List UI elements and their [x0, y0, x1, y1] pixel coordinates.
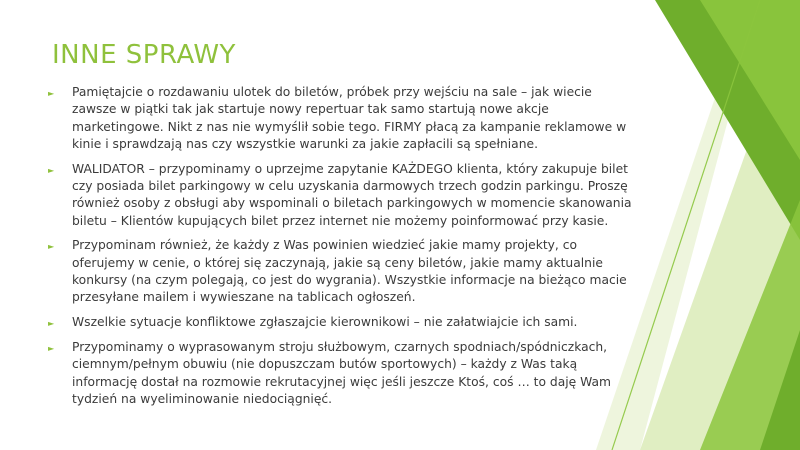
bullet-arrow-icon: ►: [48, 242, 55, 252]
bullet-item: [48, 84, 640, 154]
bullet-item: [48, 161, 640, 231]
bullet-text: Przypominam również, że każdy z Was powinien wiedzieć jakie mamy projekty, co oferujemy w cenie, o której się zaczynają, jakie są ceny biletów, jakie mamy aktualnie konkursy (na czym polegają, co jest do wygrania). Wszystkie informacje na bieżąco macie przesyłane mailem i wywieszane na tablicach ogłoszeń.: [72, 238, 627, 305]
bullet-arrow-icon: ►: [48, 318, 55, 328]
bullet-text: Przypominamy o wyprasowanym stroju służbowym, czarnych spodniach/spódniczkach, ciemnym/pełnym obuwiu (nie dopuszczam butów sportowych) – każdy z Was taką informację dostał na rozmowie rekrutacyjnej więc jeśli jeszcze Ktoś, coś … to daję Wam tydzień na wyeliminowanie niedociągnięć.: [72, 339, 612, 407]
bullet-text: WALIDATOR – przypominamy o uprzejme zapytanie KAŻDEGO klienta, który zakupuje bilet czy posiada bilet parkingowy w celu uzyskania darmowych trzech godzin parkingu. Proszę również osoby z obsługi aby wspominali o biletach parkingowych w momencie skanowania biletu – Klientów kupujących bilet przez internet nie możemy poinformować przy kasie.: [72, 161, 632, 228]
bullet-arrow-icon: ►: [48, 343, 55, 353]
bullet-item: [48, 314, 640, 332]
bullet-arrow-icon: ►: [48, 89, 55, 98]
bullet-item: [48, 237, 640, 307]
slide-title: INNE SPRAWY: [52, 40, 236, 70]
bullet-list: [48, 84, 640, 416]
bullet-text: Wszelkie sytuacje konfliktowe zgłaszajcie kierownikowi – nie załatwiajcie ich sami.: [72, 314, 578, 329]
bullet-arrow-icon: ►: [48, 165, 55, 175]
bullet-item: [48, 339, 640, 409]
bullet-text: Pamiętajcie o rozdawaniu ulotek do biletów, próbek przy wejściu na sale – jak wiecie zawsze w piątki tak jak startuje nowy repertuar tak samo startują nowe akcje marketingowe. Nikt z nas nie wymyślił sobie tego. FIRMY płacą za kampanie reklamowe w kinie i sprawdzają nas czy wszystkie warunki za jakie zapłacili są spełniane.: [72, 85, 627, 152]
